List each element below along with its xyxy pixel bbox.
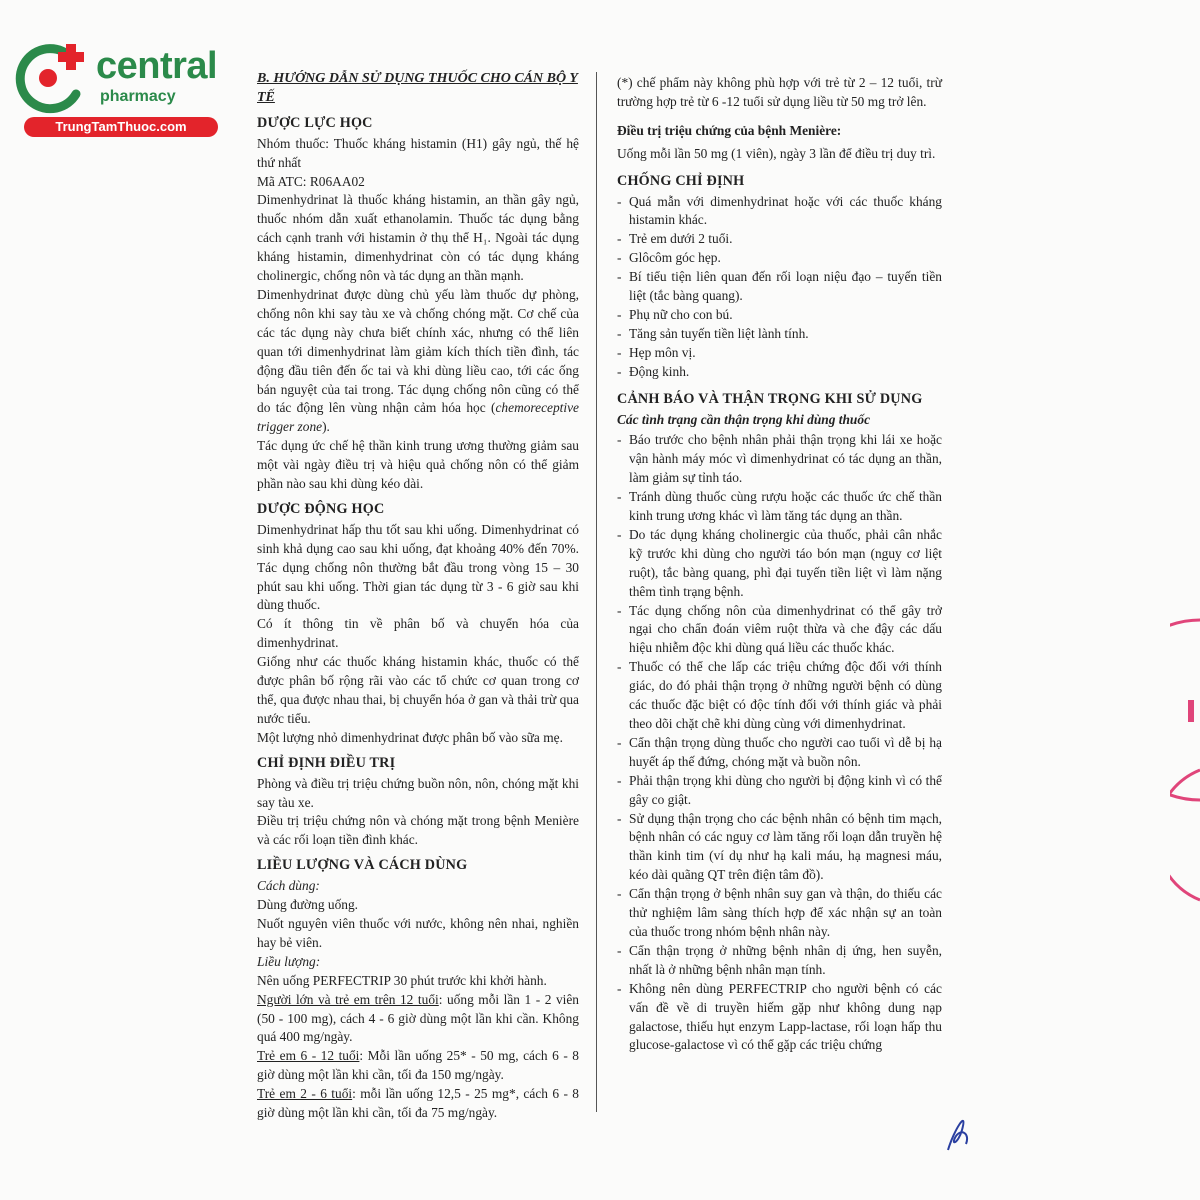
list-item: - Cẩn thận trọng ở những bệnh nhân dị ứng, hen suyễn, nhất là ở những bệnh nhân mạn tính. bbox=[617, 942, 942, 980]
left-column bbox=[257, 70, 579, 1123]
dose-child-6-12: Trẻ em 6 - 12 tuổi: Mỗi lần uống 25* - 50 mg, cách 6 - 8 giờ dùng một lần khi cần, tối đa 150 mg/ngày. bbox=[257, 1048, 579, 1083]
list-item: - Quá mẫn với dimenhydrinat hoặc với các thuốc kháng histamin khác. bbox=[617, 193, 942, 231]
list-item: - Cẩn thận trọng dùng thuốc cho người cao tuổi vì dễ bị hạ huyết áp thế đứng, chóng mặt và buồn nôn. bbox=[617, 734, 942, 772]
pharmacy-logo bbox=[10, 36, 220, 136]
list-item: - Tránh dùng thuốc cùng rượu hoặc các thuốc ức chế thần kinh trung ương khác vì làm tăng tác dụng an thần. bbox=[617, 488, 942, 526]
dose-child-2-6: Trẻ em 2 - 6 tuổi: mỗi lần uống 12,5 - 25 mg*, cách 6 - 8 giờ dùng một lần khi cần, tối đa 75 mg/ngày. bbox=[257, 1086, 579, 1121]
pharmacodynamics-title: DƯỢC LỰC HỌC bbox=[257, 114, 373, 131]
dose-adult: Người lớn và trẻ em trên 12 tuổi: uống mỗi lần 1 - 2 viên (50 - 100 mg), cách 4 - 6 giờ dùng một lần khi cần. Không quá 400 mg/ngày. bbox=[257, 991, 579, 1045]
list-item: - Thuốc có thể che lấp các triệu chứng độc đối với thính giác, do đó phải thận trọng ở những người bệnh có dùng các thuốc đặc biệt có độc tính đối với thính giác và phải theo dõi chặt chẽ khi dùng cùng với dimenhydrinat. bbox=[617, 658, 942, 734]
warnings-subtitle: Các tình trạng cần thận trọng khi dùng thuốc bbox=[617, 411, 871, 427]
list-item: - Cẩn thận trọng ở bệnh nhân suy gan và thận, do thiếu các thử nghiệm lâm sàng thích hợp để xác nhận sự an toàn của thuốc trong nhóm bệnh nhân này. bbox=[617, 885, 942, 942]
contraindications-list bbox=[617, 193, 942, 382]
logo-sub: pharmacy bbox=[100, 88, 176, 105]
list-item: - Hẹp môn vị. bbox=[617, 344, 942, 363]
pk-paragraph-4: Một lượng nhỏ dimenhydrinat được phân bố vào sữa mẹ. bbox=[257, 729, 563, 745]
dosage-title: LIỀU LƯỢNG VÀ CÁCH DÙNG bbox=[257, 857, 468, 874]
pd-paragraph-2: Dimenhydrinat được dùng chủ yếu làm thuốc dự phòng, chống nôn khi say tàu xe và chống chóng mặt. Cơ chế của các tác dụng này chưa biết chính xác, nhưng có thể liên quan tới dimenhydrinat làm giảm kích thích tiền đình, tác động đầu tiên đến ốc tai và khi dùng liều cao, tới các ống bán nguyệt của tai trong. Tác dụng chống nôn cũng có thể do tác động lên vùng nhận cảm hóa học (chemoreceptive trigger zone). bbox=[257, 286, 579, 435]
section-heading: B. HƯỚNG DẪN SỬ DỤNG THUỐC CHO CÁN BỘ Y TẾ bbox=[257, 71, 578, 105]
list-item: - Tác dụng chống nôn của dimenhydrinat có thể gây trở ngại cho chẩn đoán viêm ruột thừa và che đậy các dấu hiệu nhiễm độc khi dùng quá liều các thuốc khác. bbox=[617, 602, 942, 659]
indications-title: CHỈ ĐỊNH ĐIỀU TRỊ bbox=[257, 754, 396, 771]
logo-mark-icon bbox=[10, 36, 90, 116]
list-item: - Tăng sản tuyến tiền liệt lành tính. bbox=[617, 325, 942, 344]
how-1: Dùng đường uống. bbox=[257, 897, 359, 913]
warnings-list bbox=[617, 431, 942, 1055]
list-item: - Báo trước cho bệnh nhân phải thận trọng khi lái xe hoặc vận hành máy móc vì dimenhydrinat có tác dụng an thần, làm giảm sự tỉnh táo. bbox=[617, 431, 942, 488]
logo-site: TrungTamThuoc.com bbox=[24, 117, 218, 137]
pd-paragraph-3: Tác dụng ức chế hệ thần kinh trung ương thường giảm sau một vài ngày điều trị và hiệu quả chống nôn có thể giảm phần nào sau khi dùng kéo dài. bbox=[257, 438, 579, 492]
pk-paragraph-3: Giống như các thuốc kháng histamin khác, thuốc có thể được phân bố rộng rãi vào các tổ chức cơ quan trong cơ thể, qua được nhau thai, bị chuyển hóa ở gan và thải trừ qua nước tiểu. bbox=[257, 654, 579, 726]
dose-0: Nên uống PERFECTRIP 30 phút trước khi khởi hành. bbox=[257, 972, 547, 988]
drug-group: Nhóm thuốc: Thuốc kháng histamin (H1) gây ngủ, thế hệ thứ nhất bbox=[257, 135, 579, 170]
contraindications-title: CHỐNG CHỈ ĐỊNH bbox=[617, 172, 745, 189]
dose-label: Liều lượng: bbox=[257, 953, 321, 969]
list-item: - Sử dụng thận trọng cho các bệnh nhân có bệnh tim mạch, bệnh nhân có các nguy cơ làm tăng rối loạn dẫn truyền hệ thần kinh tim (ví dụ như hạ kali máu, hạ magnesi máu, kéo dài quãng QT trên điện tâm đồ). bbox=[617, 810, 942, 886]
list-item: - Động kinh. bbox=[617, 363, 942, 382]
list-item: - Do tác dụng kháng cholinergic của thuốc, phải cân nhắc kỹ trước khi dùng cho người táo bón mạn (nguy cơ liệt ruột), tắc bàng quang, phì đại tuyến tiền liệt vì làm nặng thêm tình trạng bệnh. bbox=[617, 526, 942, 602]
footnote: (*) chế phẩm này không phù hợp với trẻ từ 2 – 12 tuổi, trừ trường hợp trẻ từ 6 -12 tuổi sử dụng liều từ 50 mg trở lên. bbox=[617, 75, 942, 109]
atc-code: Mã ATC: R06AA02 bbox=[257, 173, 365, 189]
column-divider bbox=[596, 72, 597, 1112]
indication-1: Phòng và điều trị triệu chứng buồn nôn, nôn, chóng mặt khi say tàu xe. bbox=[257, 775, 579, 810]
pharmacokinetics-title: DƯỢC ĐỘNG HỌC bbox=[257, 500, 385, 517]
meniere-text: Uống mỗi lần 50 mg (1 viên), ngày 3 lần để điều trị duy trì. bbox=[617, 145, 936, 161]
indication-2: Điều trị triệu chứng nôn và chóng mặt trong bệnh Menière và các rối loạn tiền đình khác. bbox=[257, 813, 579, 848]
list-item: - Bí tiểu tiện liên quan đến rối loạn niệu đạo – tuyến tiền liệt (tắc bàng quang). bbox=[617, 268, 942, 306]
list-item: - Không nên dùng PERFECTRIP cho người bệnh có các vấn đề về di truyền hiếm gặp như không dung nạp galactose, thiếu hụt enzym Lapp-lactase, rối loạn hấp thu glucose-galactose vì có thể gặp các triệu chứng bbox=[617, 980, 942, 1056]
right-column bbox=[617, 70, 942, 1055]
list-item: - Glôcôm góc hẹp. bbox=[617, 249, 942, 268]
list-item: - Phải thận trọng khi dùng cho người bị động kinh vì có thể gây co giật. bbox=[617, 772, 942, 810]
pk-paragraph-2: Có ít thông tin về phân bố và chuyển hóa của dimenhydrinat. bbox=[257, 616, 579, 651]
signature-icon bbox=[940, 1100, 980, 1160]
logo-brand: central bbox=[96, 45, 218, 87]
warnings-title: CẢNH BÁO VÀ THẬN TRỌNG KHI SỬ DỤNG bbox=[617, 390, 923, 407]
how-2: Nuốt nguyên viên thuốc với nước, không nên nhai, nghiền hay bẻ viên. bbox=[257, 915, 579, 950]
meniere-title: Điều trị triệu chứng của bệnh Menière: bbox=[617, 122, 842, 138]
list-item: - Trẻ em dưới 2 tuổi. bbox=[617, 230, 942, 249]
pk-paragraph-1: Dimenhydrinat hấp thu tốt sau khi uống. Dimenhydrinat có sinh khả dụng cao sau khi uống, đạt khoảng 40% đến 70%. Tác dụng chống nôn thường bắt đầu trong vòng 15 – 30 phút sau khi uống. Thời gian tác dụng từ 3 - 6 giờ sau khi dùng thuốc. bbox=[257, 521, 579, 613]
stamp-icon bbox=[1170, 600, 1200, 920]
how-label: Cách dùng: bbox=[257, 878, 320, 894]
pd-paragraph-1: Dimenhydrinat là thuốc kháng histamin, an thần gây ngủ, thuốc nhóm dẫn xuất ethanolamin. Thuốc tác dụng bằng cách cạnh tranh với histamin ở thụ thể H₁. Ngoài tác dụng kháng histamin, dimenhydrinat còn có tác dụng kháng cholinergic, chống nôn và tác dụng an thần mạnh. bbox=[257, 192, 579, 284]
list-item: - Phụ nữ cho con bú. bbox=[617, 306, 942, 325]
